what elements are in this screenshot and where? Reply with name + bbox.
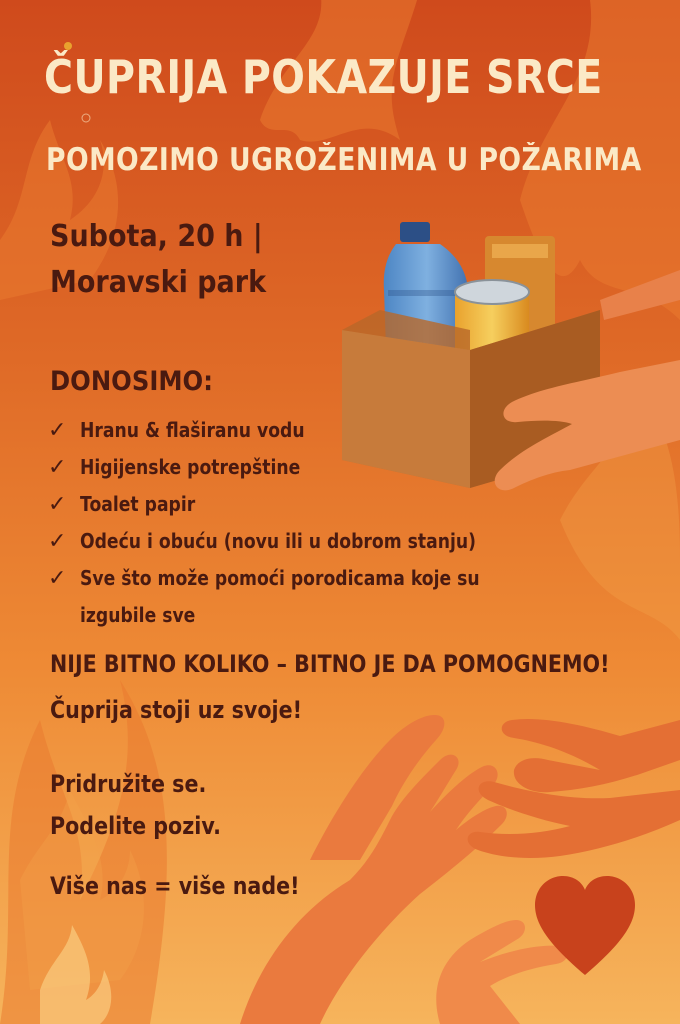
support-line: Čuprija stoji uz svoje! [50, 696, 303, 724]
event-time: Subota, 20 h | [50, 219, 263, 254]
list-item: ✓ Odeću i obuću (novu ili u dobrom stanju) [48, 523, 545, 560]
checkmark-icon: ✓ [48, 455, 67, 480]
poster-title: ČUPRIJA POKAZUJE SRCE [44, 50, 603, 104]
list-item: ✓ Toalet papir [48, 486, 545, 523]
spark-icon [64, 42, 72, 50]
event-location: Moravski park [50, 265, 267, 300]
hand-icon [468, 719, 680, 858]
checkmark-icon: ✓ [48, 492, 67, 517]
poster-subtitle: POMOZIMO UGROŽENIMA U POŽARIMA [46, 142, 642, 178]
donation-list [48, 412, 545, 634]
checkmark-icon: ✓ [48, 566, 67, 591]
join-line: Pridružite se. [50, 770, 207, 798]
event-details [50, 214, 266, 306]
list-item: ✓ Higijenske potrepštine [48, 449, 545, 486]
slogan: NIJE BITNO KOLIKO – BITNO JE DA POMOGNEMO! [50, 650, 610, 678]
checkmark-icon: ✓ [48, 418, 67, 443]
list-item: ✓ Sve što može pomoći porodicama koje su [48, 560, 545, 597]
list-item-continuation: izgubile sve [80, 603, 196, 627]
list-item: ✓ Hranu & flaširanu vodu [48, 412, 545, 449]
spark-icon [82, 114, 90, 122]
share-line: Podelite poziv. [50, 812, 221, 840]
bring-heading: DONOSIMO: [50, 366, 213, 397]
checkmark-icon: ✓ [48, 529, 67, 554]
hope-line: Više nas = više nade! [50, 872, 300, 900]
